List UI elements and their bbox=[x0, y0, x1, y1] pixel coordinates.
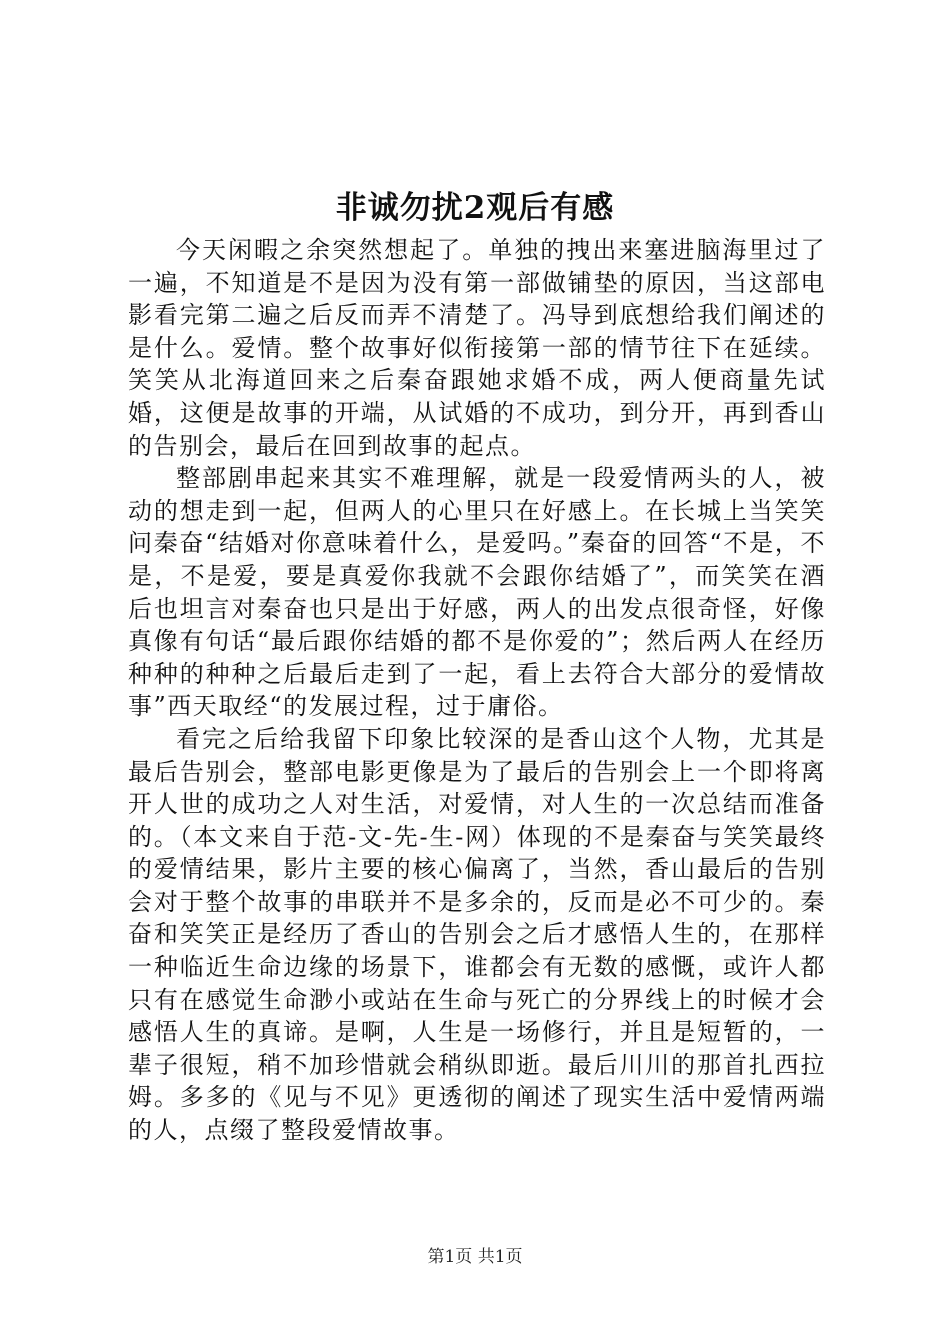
paragraph-1: 今天闲暇之余突然想起了。单独的拽出来塞进脑海里过了一遍，不知道是不是因为没有第一部做铺垫的原因，当这部电影看完第二遍之后反而弄不清楚了。冯导到底想给我们阐述的是什么。爱情。整个故事好似衔接第一部的情节往下在延续。笑笑从北海道回来之后秦奋跟她求婚不成，两人便商量先试婚，这便是故事的开端，从试婚的不成功，到分开，再到香山的告别会，最后在回到故事的起点。 bbox=[128, 236, 826, 460]
page-footer: 第1页 共1页 bbox=[427, 1247, 523, 1267]
document-body bbox=[128, 234, 826, 1147]
paragraph-2: 整部剧串起来其实不难理解，就是一段爱情两头的人，被动的想走到一起，但两人的心里只在好感上。在长城上当笑笑问秦奋“结婚对你意味着什么，是爱吗。”秦奋的回答“不是，不是，不是爱，要是真爱你我就不会跟你结婚了”，而笑笑在酒后也坦言对秦奋也只是出于好感，两人的出发点很奇怪，好像真像有句话“最后跟你结婚的都不是你爱的”；然后两人在经历种种的种种之后最后走到了一起，看上去符合大部分的爱情故事”西天取经“的发展过程，过于庸俗。 bbox=[128, 464, 826, 721]
document-title: 非诚勿扰2观后有感 bbox=[335, 190, 615, 226]
paragraph-3: 看完之后给我留下印象比较深的是香山这个人物，尤其是最后告别会，整部电影更像是为了最后的告别会上一个即将离开人世的成功之人对生活，对爱情，对人生的一次总结而准备的。（本文来自于范-文-先-生-网）体现的不是秦奋与笑笑最终的爱情结果，影片主要的核心偏离了，当然，香山最后的告别会对于整个故事的串联并不是多余的，反而是必不可少的。秦奋和笑笑正是经历了香山的告别会之后才感悟人生的，在那样一种临近生命边缘的场景下，谁都会有无数的感慨，或许人都只有在感觉生命渺小或站在生命与死亡的分界线上的时候才会感悟人生的真谛。是啊，人生是一场修行，并且是短暂的，一辈子很短，稍不加珍惜就会稍纵即逝。最后川川的那首扎西拉姆。多多的《见与不见》更透彻的阐述了现实生活中爱情两端的人，点缀了整段爱情故事。 bbox=[128, 724, 826, 1145]
